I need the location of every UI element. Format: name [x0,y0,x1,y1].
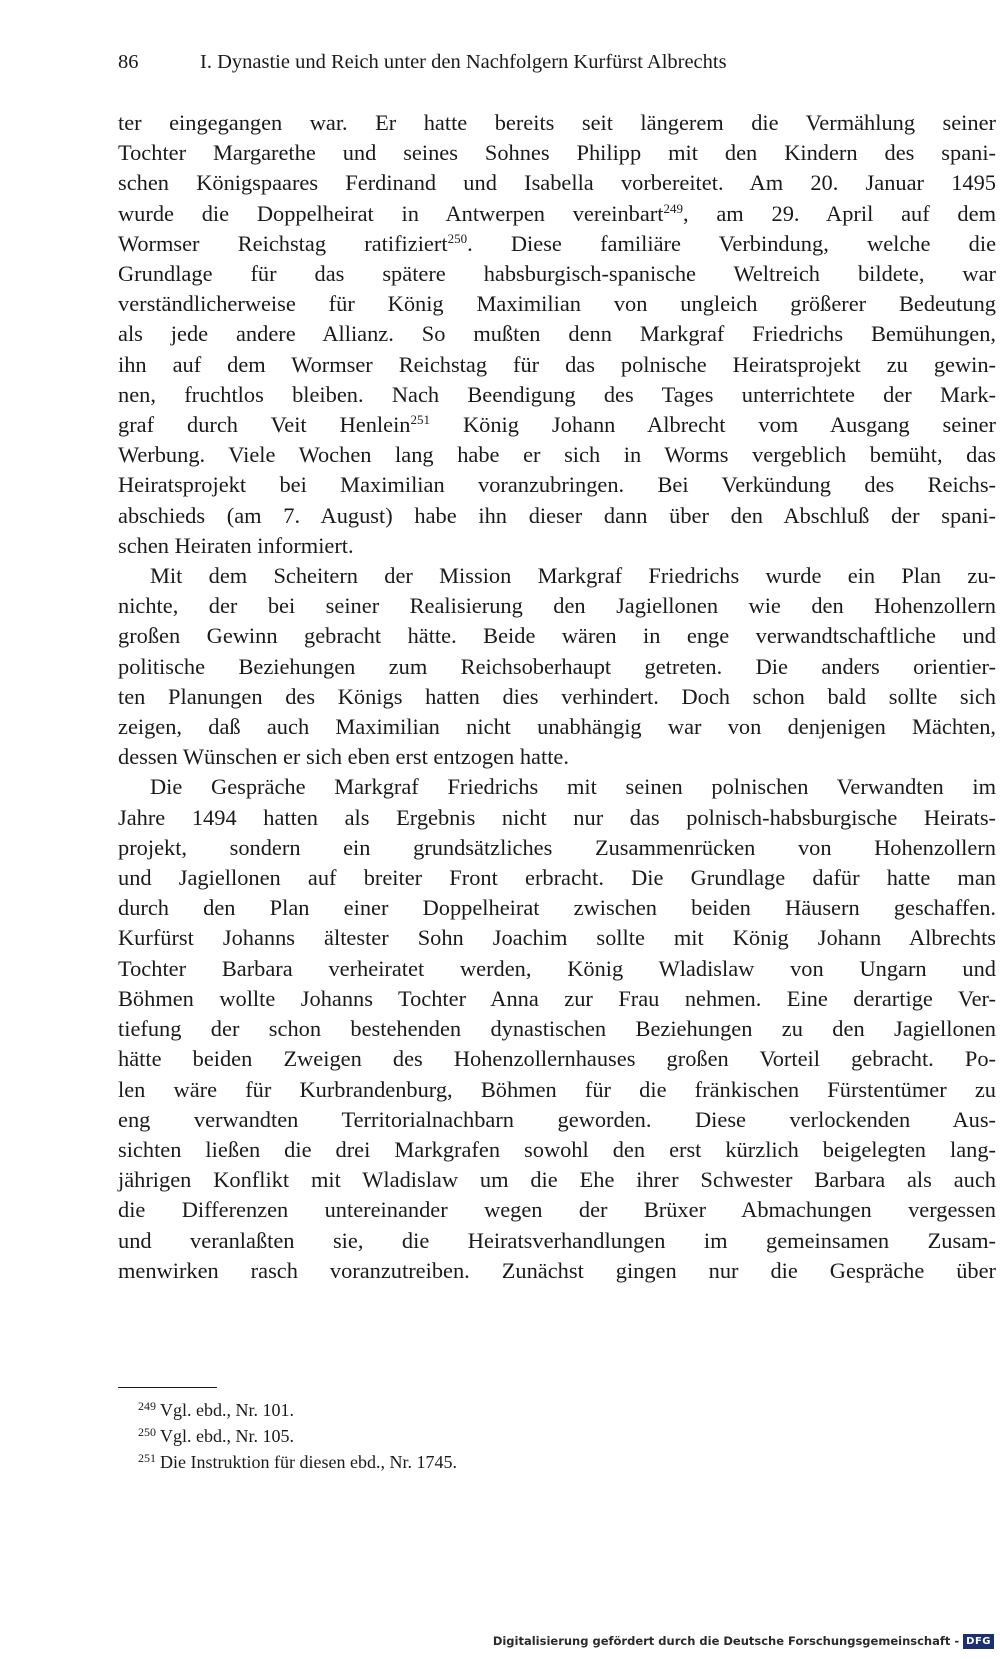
text-line [118,1044,996,1074]
text-line [118,591,996,621]
text-line [118,803,996,833]
text-line [118,772,996,802]
text-segment: schen Königspaares Ferdinand und Isabella vorbereitet. Am 20. Januar 1495 [118,170,996,196]
text-segment: dessen Wünschen er sich eben erst entzogen hatte. [118,744,569,770]
text-line [118,712,996,742]
text-line [118,380,996,410]
funding-notice: Digitalisierung gefördert durch die Deutsche Forschungsgemeinschaft - [492,1634,960,1648]
text-segment: projekt, sondern ein grundsätzliches Zusammenrücken von Hohenzollern [118,834,996,860]
text-line [118,1014,996,1044]
footnote [138,1397,838,1423]
text-line [118,199,996,229]
text-segment: verständlicherweise für König Maximilian von ungleich größerer Bedeutung [118,291,996,317]
text-segment: die Differenzen untereinander wegen der Brüxer Abmachungen vergessen [118,1197,996,1223]
text-line [118,289,996,319]
text-segment: graf durch Veit Henlein [118,412,411,438]
text-segment: tiefung der schon bestehenden dynastischen Beziehungen zu den Jagiellonen [118,1016,996,1042]
text-line [118,682,996,712]
text-line [118,833,996,863]
text-line [118,410,996,440]
text-segment: . Diese familiäre Verbindung, welche die [467,230,997,256]
text-line [118,923,996,953]
footnote-number: 250 [138,1425,156,1439]
text-line [118,168,996,198]
text-segment: hätte beiden Zweigen des Hohenzollernhauses großen Vorteil gebracht. Po- [118,1046,996,1072]
text-segment: abschieds (am 7. August) habe ihn dieser dann über den Abschluß der spani- [118,502,996,528]
text-segment: jährigen Konflikt mit Wladislaw um die Ehe ihrer Schwester Barbara als auch [118,1167,996,1193]
text-segment: ter eingegangen war. Er hatte bereits seit längerem die Vermählung seiner [118,110,996,135]
text-segment: Die Gespräche Markgraf Friedrichs mit seinen polnischen Verwandten im [150,774,996,800]
text-segment: nichte, der bei seiner Realisierung den Jagiellonen wie den Hohenzollern [118,593,996,619]
paragraph [118,561,996,772]
text-line [118,1226,996,1256]
text-line [118,138,996,168]
text-segment: und veranlaßten sie, die Heiratsverhandlungen im gemeinsamen Zusam- [118,1227,996,1253]
text-segment: Werbung. Viele Wochen lang habe er sich in Worms vergeblich bemüht, das [118,442,996,468]
text-line [118,954,996,984]
running-head [118,48,878,76]
text-line [118,350,996,380]
text-line [118,229,996,259]
body-text [118,108,996,1286]
footnote [138,1423,838,1449]
text-segment: Kurfürst Johanns ältester Sohn Joachim sollte mit König Johann Albrechts [118,925,996,951]
paragraph [118,772,996,1285]
text-line [118,984,996,1014]
footnote-reference[interactable]: 251 [410,412,430,428]
text-line [118,108,996,138]
text-segment: zeigen, daß auch Maximilian nicht unabhängig war von denjenigen Mächten, [118,714,996,740]
text-line [118,621,996,651]
text-line [118,652,996,682]
footnotes [138,1397,838,1475]
paragraph [118,108,996,561]
text-segment: schen Heiraten informiert. [118,532,354,558]
dfg-logo-icon: DFG [963,1634,994,1649]
text-segment: , am 29. April auf dem [683,200,996,226]
text-segment: Böhmen wollte Johanns Tochter Anna zur Frau nehmen. Eine derartige Ver- [118,985,996,1011]
text-segment: eng verwandten Territorialnachbarn geworden. Diese verlockenden Aus- [118,1106,996,1132]
footnote-number: 251 [138,1451,156,1465]
digitization-footer [493,1633,994,1649]
text-line [118,319,996,349]
footnote-text: Vgl. ebd., Nr. 101. [160,1400,294,1420]
text-segment: und Jagiellonen auf breiter Front erbracht. Die Grundlage dafür hatte man [118,865,996,891]
text-line [118,1105,996,1135]
running-title: I. Dynastie und Reich unter den Nachfolgern Kurfürst Albrechts [200,51,727,73]
text-line [118,561,996,591]
text-line [118,1165,996,1195]
text-line [118,1195,996,1225]
footnote-number: 249 [138,1399,156,1413]
text-segment: Grundlage für das spätere habsburgisch-spanische Weltreich bildete, war [118,261,996,287]
text-segment: nen, fruchtlos bleiben. Nach Beendigung des Tages unterrichtete der Mark- [118,381,996,407]
text-segment: großen Gewinn gebracht hätte. Beide wären in enge verwandtschaftliche und [118,623,996,649]
text-segment: Heiratsprojekt bei Maximilian voranzubringen. Bei Verkündung des Reichs- [118,472,996,498]
text-segment: Jahre 1494 hatten als Ergebnis nicht nur das polnisch-habsburgische Heirats- [118,804,996,830]
text-line [118,501,996,531]
text-line [118,531,996,561]
text-segment: Mit dem Scheitern der Mission Markgraf Friedrichs wurde ein Plan zu- [150,563,996,589]
text-segment: ihn auf dem Wormser Reichstag für das polnische Heiratsprojekt zu gewin- [118,351,996,377]
text-line [118,893,996,923]
text-segment: Wormser Reichstag ratifiziert [118,230,448,256]
text-segment: Tochter Barbara verheiratet werden, König Wladislaw von Ungarn und [118,955,996,981]
text-segment: wurde die Doppelheirat in Antwerpen vereinbart [118,200,664,226]
text-line [118,863,996,893]
footnote-text: Vgl. ebd., Nr. 105. [160,1426,294,1446]
text-line [118,1135,996,1165]
text-segment: ten Planungen des Königs hatten dies verhindert. Doch schon bald sollte sich [118,683,996,709]
footnote-reference[interactable]: 249 [663,200,683,216]
text-segment: politische Beziehungen zum Reichsoberhaupt getreten. Die anders orientier- [118,653,996,679]
text-segment: König Johann Albrecht vom Ausgang seiner [430,412,997,438]
text-line [118,470,996,500]
text-segment: sichten ließen die drei Markgrafen sowohl den erst kürzlich beigelegten lang- [118,1136,996,1162]
text-line [118,1075,996,1105]
footnote-text: Die Instruktion für diesen ebd., Nr. 1745. [160,1452,457,1472]
text-segment: len wäre für Kurbrandenburg, Böhmen für die fränkischen Fürstentümer zu [118,1076,996,1102]
text-line [118,259,996,289]
text-line [118,1256,996,1286]
text-segment: als jede andere Allianz. So mußten denn Markgraf Friedrichs Bemühungen, [118,321,996,347]
text-segment: menwirken rasch voranzutreiben. Zunächst gingen nur die Gespräche über [118,1257,996,1283]
footnote [138,1449,838,1475]
text-segment: Tochter Margarethe und seines Sohnes Philipp mit den Kindern des spani- [118,140,996,166]
page-number: 86 [118,51,139,73]
footnote-reference[interactable]: 250 [447,230,468,246]
text-line [118,742,996,772]
footnote-divider [118,1387,217,1388]
text-line [118,440,996,470]
text-segment: durch den Plan einer Doppelheirat zwischen beiden Häusern geschaffen. [118,895,996,921]
